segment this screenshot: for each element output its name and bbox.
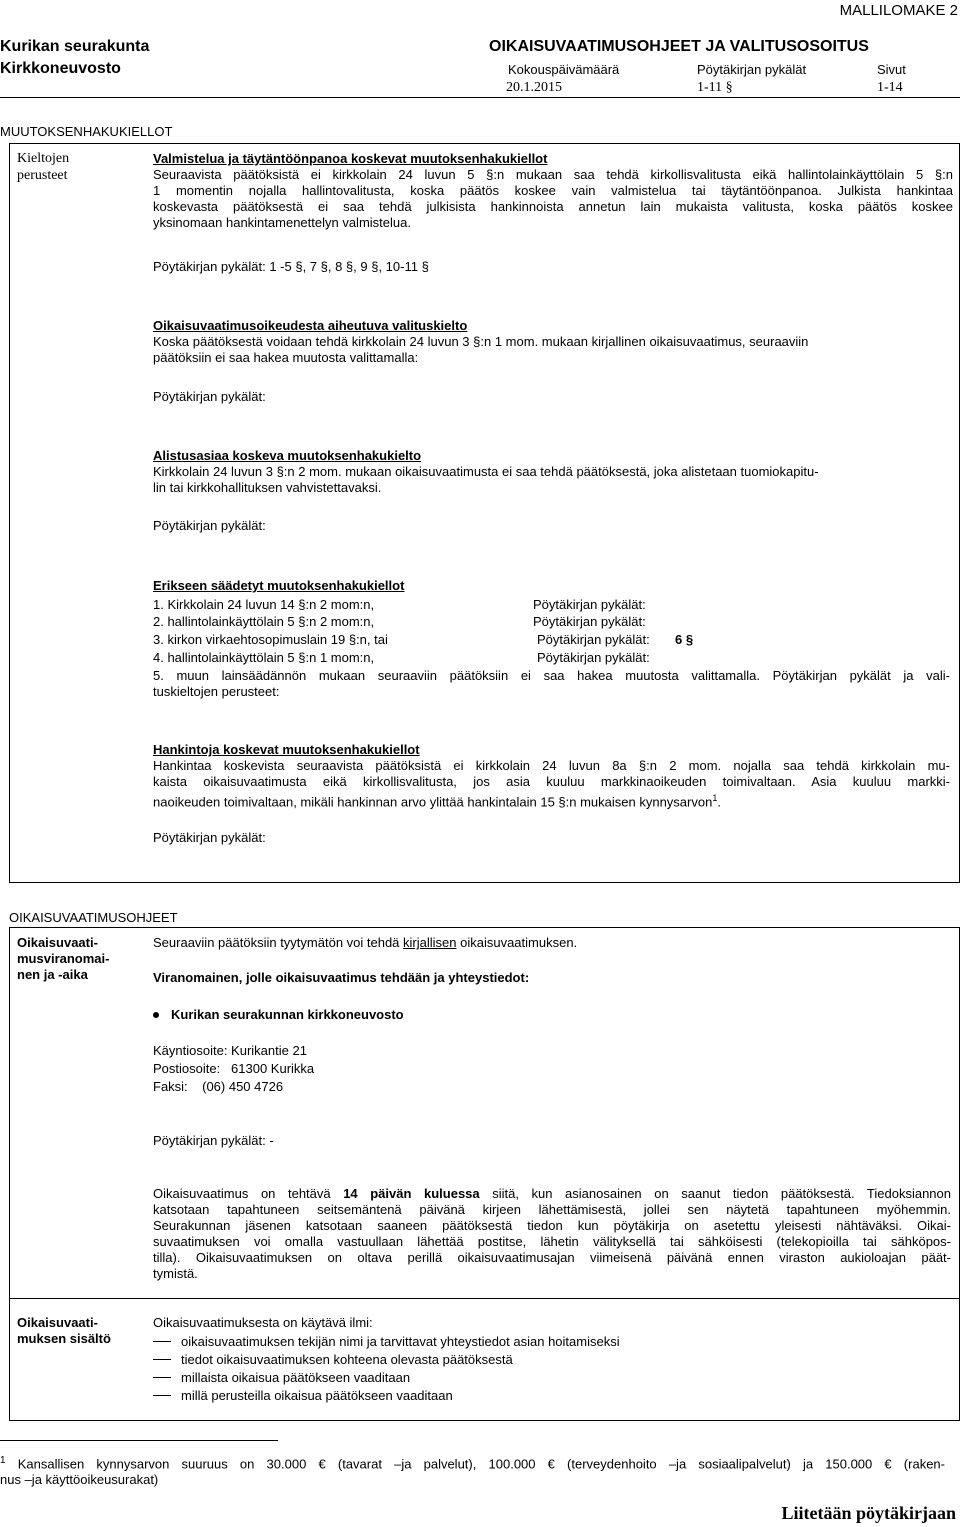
special-item-3: 3. kirkon virkaehtosopimuslain 19 §:n, tai (153, 632, 388, 647)
deadline-text: Oikaisuvaatimus on tehtävä (153, 1186, 344, 1201)
procurement-line: kaista oikaisuvaatimusta eikä kirkollisvalitusta, jos asia kuuluu markkinaoikeuden toimivaltaan. Asia kuuluu markki- (153, 774, 950, 789)
deadline-line: tymistä. (153, 1266, 198, 1281)
appeal-bans-heading: MUUTOKSENHAKUKIELLOT (0, 124, 173, 139)
pages-label: Sivut (877, 62, 906, 77)
preparation-line: Seuraavista päätöksistä ei kirkkolain 24 luvun 5 §:n mukaan saa tehdä kirkollisvalitusta eikä hallintolainkäyttölain 5 §:n (153, 167, 953, 182)
content-intro: Oikaisuvaatimuksesta on käytävä ilmi: (153, 1315, 373, 1330)
authority-label (17, 935, 109, 983)
meeting-date: 20.1.2015 (506, 80, 562, 95)
rectification-line: Koska päätöksestä voidaan tehdä kirkkolain 24 luvun 3 §:n 1 mom. mukaan kirjallinen oikaisuvaatimus, seuraaviin (153, 334, 809, 349)
preparation-line: 1 momentin nojalla hallintovalitusta, koska päätös koskee vain valmistelua tai täytäntöönpanoa. Julkista hankintaa (153, 183, 953, 198)
list-item: oikaisuvaatimuksen tekijän nimi ja tarvittavat yhteystiedot asian hoitamiseksi (153, 1333, 620, 1351)
content-list (153, 1333, 620, 1405)
document-title: OIKAISUVAATIMUSOHJEET JA VALITUSOSOITUS (489, 38, 869, 55)
subordinate-section (153, 448, 953, 496)
footnote (0, 1453, 945, 1488)
footnote-number: 1 (0, 1455, 6, 1466)
instructions-heading: OIKAISUVAATIMUSOHJEET (9, 910, 178, 925)
procurement-end: . (717, 794, 721, 810)
attached-note: Liitetään pöytäkirjaan (781, 1503, 956, 1523)
footnote-line: nus –ja käyttöoikeusurakat) (0, 1472, 159, 1488)
annex-label: MALLILOMAKE 2 (839, 2, 958, 19)
visit-address: Käyntiosoite: Kurikantie 21 (153, 1043, 307, 1058)
special-bans-title: Erikseen säädetyt muutoksenhakukiellot (153, 578, 405, 593)
deadline-text-end: siitä, kun asianosainen on saanut tiedon päätöksestä. Tiedoksiannon (479, 1186, 952, 1201)
procurement-title: Hankintoja koskevat muutoksenhakukiellot (153, 742, 420, 757)
authority-name-item (153, 1007, 404, 1023)
deadline-line: katsotaan tapahtuneen seitsemäntenä päivänä kirjeen lähettämisestä, jollei sen näytetä tapahtuneen myöhemmin. (153, 1202, 951, 1217)
bullet-icon (153, 1012, 159, 1018)
intro-text: Seuraaviin päätöksiin tyytymätön voi tehdä (153, 935, 404, 950)
list-item: millaista oikaisua päätökseen vaaditaan (153, 1369, 620, 1387)
pages-range: 1-14 (877, 80, 903, 95)
special-item-4-sections: Pöytäkirjan pykälät: (537, 650, 650, 665)
subordinate-sections: Pöytäkirjan pykälät: (153, 518, 266, 533)
organization-name: Kurikan seurakunta (0, 38, 150, 55)
procurement-sections: Pöytäkirjan pykälät: (153, 830, 266, 845)
instructions-intro (153, 935, 577, 951)
preparation-section (153, 151, 953, 231)
reasons-label-line1: Kieltojen (17, 151, 70, 166)
footnote-line (0, 1453, 945, 1472)
list-item: millä perusteilla oikaisua päätökseen vaaditaan (153, 1387, 620, 1405)
content-label (17, 1315, 111, 1347)
header-divider (0, 97, 960, 98)
sections-label: Pöytäkirjan pykälät (697, 62, 807, 77)
rectification-title: Oikaisuvaatimusoikeudesta aiheutuva valituskielto (153, 318, 468, 333)
deadline-line: tilla). Oikaisuvaatimuksen on oltava perillä oikaisuvaatimusajan viimeisenä päivänä ennen viraston aukioloajan päät- (153, 1250, 951, 1265)
special-item-5-line: 5. muun lainsäädännön mukaan seuraaviin päätöksiin ei saa hakea muutosta valittamalla. Pöytäkirjan pykälät ja vali- (153, 668, 950, 683)
preparation-line: koskevasta päätöksestä ei saa tehdä julkisista hankinnoista annetun lain mukaista valitusta, koska päätös koskee (153, 199, 953, 214)
authority-heading: Viranomainen, jolle oikaisuvaatimus tehdään ja yhteystiedot: (153, 970, 530, 985)
special-item-1-sections: Pöytäkirjan pykälät: (533, 597, 646, 612)
special-item-2: 2. hallintolainkäyttölain 5 §:n 2 mom:n, (153, 614, 375, 629)
special-item-2-sections: Pöytäkirjan pykälät: (533, 614, 646, 629)
subordinate-line: Kirkkolain 24 luvun 3 §:n 2 mom. mukaan oikaisuvaatimusta ei saa tehdä päätöksestä, joka alistetaan tuomiokapitu- (153, 464, 819, 479)
fax-number: Faksi: (06) 450 4726 (153, 1079, 284, 1094)
authority-label-line: nen ja -aika (17, 967, 88, 982)
procurement-section (153, 742, 950, 810)
preparation-line: yksinomaan hankintamenettelyn valmistelua. (153, 215, 411, 230)
rectification-sections: Pöytäkirjan pykälät: (153, 389, 266, 404)
meeting-date-label: Kokouspäivämäärä (508, 62, 620, 77)
authority-sections: Pöytäkirjan pykälät: - (153, 1133, 274, 1148)
content-label-line: muksen sisältö (17, 1331, 111, 1346)
intro-underlined: kirjallisen (403, 935, 457, 950)
footnote-divider (0, 1440, 278, 1441)
preparation-sections: Pöytäkirjan pykälät: 1 -5 §, 7 §, 8 §, 9 §, 10-11 § (153, 259, 429, 274)
subordinate-title: Alistusasiaa koskeva muutoksenhakukielto (153, 448, 422, 463)
rectification-section (153, 318, 953, 366)
deadline-section (153, 1186, 951, 1282)
footnote-text: Kansallisen kynnysarvon suuruus on 30.000 € (tavarat –ja palvelut), 100.000 € (terveydenhoito –ja sosiaalipalvelut) ja 150.000 € (raken- (17, 1456, 945, 1472)
deadline-line (153, 1186, 951, 1202)
intro-text-end: oikaisuvaatimuksen. (456, 935, 578, 950)
special-item-3-sections: Pöytäkirjan pykälät: (537, 632, 650, 647)
deadline-line: suvaatimuksen voi omalla vastuullaan lähettää postitse, lähetin välityksellä tai sähköisesti (telekopioilla tai sähköpos- (153, 1234, 951, 1249)
subordinate-line: lin tai kirkkohallituksen vahvistettavaksi. (153, 480, 382, 495)
special-item-5 (153, 668, 950, 700)
procurement-last-line (153, 790, 950, 810)
reasons-label-line2: perusteet (17, 168, 68, 183)
authority-label-line: musviranomai- (17, 951, 110, 966)
special-item-1: 1. Kirkkolain 24 luvun 14 §:n 2 mom:n, (153, 597, 375, 612)
sections-range: 1-11 § (697, 80, 733, 95)
rectification-line: päätöksiin ei saa hakea muutosta valittamalla: (153, 350, 419, 365)
footnote-reference[interactable]: 1 (712, 793, 718, 803)
special-item-5-line: tuskieltojen perusteet: (153, 684, 280, 699)
deadline-line: Seurakunnan jäsenen katsotaan saaneen päätöksestä tiedon kun pöytäkirja on asetettu yleisesti nähtäväksi. Oikai- (153, 1218, 951, 1233)
procurement-line: Hankintaa koskevista seuraavista päätöksistä ei kirkkolain 24 luvun 8a §:n 2 mom. nojalla saa tehdä kirkkolain mu- (153, 758, 950, 773)
list-item: tiedot oikaisuvaatimuksen kohteena olevasta päätöksestä (153, 1351, 620, 1369)
content-label-line: Oikaisuvaati- (17, 1315, 98, 1330)
authority-name: Kurikan seurakunnan kirkkoneuvosto (171, 1007, 404, 1022)
procurement-line: naoikeuden toimivaltaan, mikäli hankinnan arvo ylittää hankintalain 15 §:n mukaisen kynnysarvon (153, 794, 713, 810)
body-name: Kirkkoneuvosto (0, 60, 121, 77)
authority-label-line: Oikaisuvaati- (17, 935, 98, 950)
special-item-3-value: 6 § (675, 632, 694, 647)
deadline-days: 14 päivän kuluessa (343, 1186, 480, 1201)
postal-address: Postiosoite: 61300 Kurikka (153, 1061, 315, 1076)
preparation-title: Valmistelua ja täytäntöönpanoa koskevat muutoksenhakukiellot (153, 151, 548, 166)
special-item-4: 4. hallintolainkäyttölain 5 §:n 1 mom:n, (153, 650, 375, 665)
